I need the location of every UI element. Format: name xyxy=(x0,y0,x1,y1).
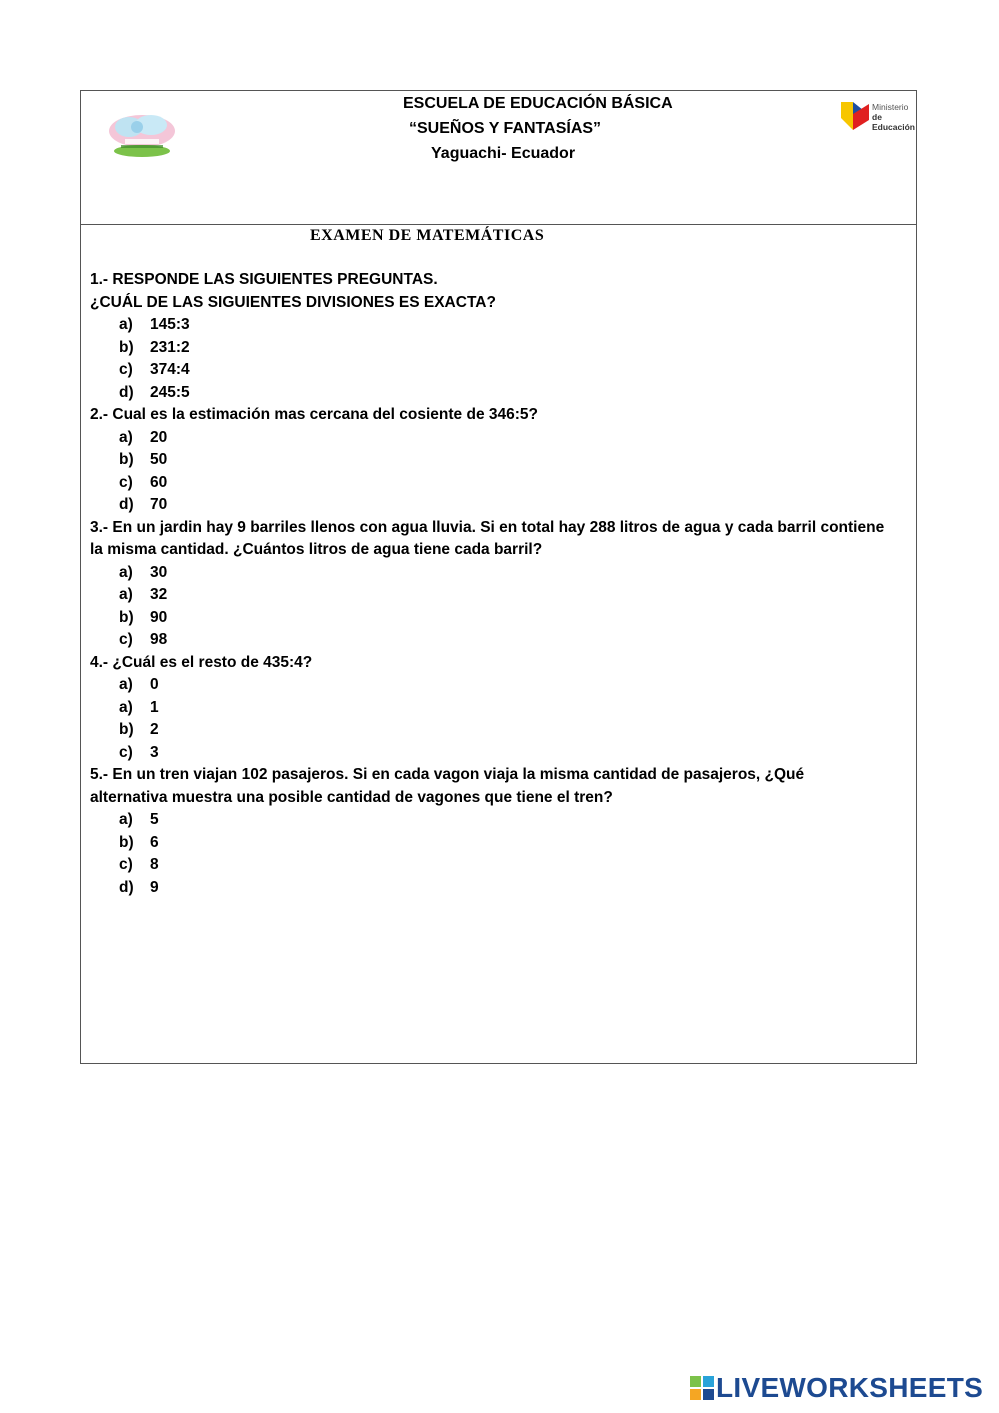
option-letter: a) xyxy=(119,811,133,828)
option-letter: b) xyxy=(119,338,134,356)
option-letter: a) xyxy=(119,316,133,333)
exam-title: EXAMEN DE MATEMÁTICAS xyxy=(310,227,545,244)
option-value: 90 xyxy=(150,608,168,626)
option-value: 60 xyxy=(150,473,168,491)
answer-option xyxy=(90,742,912,765)
question-text: alternativa muestra una posible cantidad de vagones que tiene el tren? xyxy=(90,788,613,806)
option-value: 145:3 xyxy=(150,316,190,333)
option-letter: c) xyxy=(119,856,133,873)
school-location: Yaguachi- Ecuador xyxy=(431,145,576,162)
answer-option xyxy=(90,472,912,495)
option-letter: b) xyxy=(119,451,134,468)
exam-sheet xyxy=(80,90,917,1064)
answer-option xyxy=(90,629,912,652)
ministry-logo xyxy=(839,100,917,132)
option-value: 1 xyxy=(150,698,159,716)
option-value: 50 xyxy=(150,451,168,468)
question-text: 2.- Cual es la estimación mas cercana del cosiente de 346:5? xyxy=(90,406,538,423)
answer-option xyxy=(90,584,912,607)
option-letter: d) xyxy=(119,383,134,401)
option-letter: d) xyxy=(119,496,134,513)
answer-option xyxy=(90,337,912,360)
option-value: 30 xyxy=(150,563,168,581)
option-value: 3 xyxy=(150,743,159,761)
option-value: 245:5 xyxy=(150,383,190,401)
answer-option xyxy=(90,359,912,382)
option-value: 231:2 xyxy=(150,338,190,356)
option-letter: a) xyxy=(119,428,133,446)
option-letter: a) xyxy=(119,698,133,716)
answer-option xyxy=(90,382,912,405)
question-text: 1.- RESPONDE LAS SIGUIENTES PREGUNTAS. xyxy=(90,271,438,288)
option-value: 32 xyxy=(150,586,168,603)
answer-option xyxy=(90,832,912,855)
option-letter: c) xyxy=(119,631,133,648)
school-logo-icon xyxy=(107,111,177,159)
answer-option xyxy=(90,674,912,697)
question-text: 5.- En un tren viajan 102 pasajeros. Si en cada vagon viaja la misma cantidad de pasajeros, ¿Qué xyxy=(90,766,805,783)
answer-option xyxy=(90,607,912,630)
answer-option xyxy=(90,494,912,517)
option-letter: a) xyxy=(119,676,133,693)
ministry-line2: de Educación xyxy=(872,112,915,132)
option-value: 0 xyxy=(150,676,159,693)
option-value: 2 xyxy=(150,721,159,738)
answer-option xyxy=(90,719,912,742)
option-value: 9 xyxy=(150,878,159,896)
answer-option xyxy=(90,809,912,832)
option-value: 374:4 xyxy=(150,361,190,378)
liveworksheets-text: LIVEWORKSHEETS xyxy=(716,1372,984,1403)
option-letter: c) xyxy=(119,743,133,761)
answer-option xyxy=(90,854,912,877)
option-value: 98 xyxy=(150,631,168,648)
option-letter: b) xyxy=(119,608,134,626)
question-text: 4.- ¿Cuál es el resto de 435:4? xyxy=(90,653,313,671)
school-name: ESCUELA DE EDUCACIÓN BÁSICA xyxy=(403,95,673,112)
answer-option xyxy=(90,697,912,720)
option-letter: a) xyxy=(119,586,133,603)
answer-option xyxy=(90,314,912,337)
answer-option xyxy=(90,562,912,585)
school-subtitle: “SUEÑOS Y FANTASÍAS” xyxy=(409,120,602,137)
option-value: 6 xyxy=(150,833,159,851)
option-letter: c) xyxy=(119,473,133,491)
header xyxy=(81,91,916,225)
questions-list xyxy=(90,269,912,899)
question-text: ¿CUÁL DE LAS SIGUIENTES DIVISIONES ES EXACTA? xyxy=(90,293,496,311)
liveworksheets-logo-icon xyxy=(690,1376,714,1400)
answer-option xyxy=(90,427,912,450)
option-value: 70 xyxy=(150,496,168,513)
option-letter: b) xyxy=(119,833,134,851)
option-value: 5 xyxy=(150,811,159,828)
option-letter: a) xyxy=(119,563,133,581)
ministry-line1: Ministerio xyxy=(872,102,909,112)
question-text: 3.- En un jardin hay 9 barriles llenos con agua lluvia. Si en total hay 288 litros de agua y cada barril contiene xyxy=(90,518,885,536)
option-letter: d) xyxy=(119,878,134,896)
question-text: la misma cantidad. ¿Cuántos litros de agua tiene cada barril? xyxy=(90,541,543,558)
option-value: 20 xyxy=(150,428,168,446)
ministry-flag-icon xyxy=(839,100,871,132)
option-letter: b) xyxy=(119,721,134,738)
ministry-text xyxy=(872,102,917,132)
option-letter: c) xyxy=(119,361,133,378)
answer-option xyxy=(90,449,912,472)
answer-option xyxy=(90,877,912,900)
option-value: 8 xyxy=(150,856,159,873)
